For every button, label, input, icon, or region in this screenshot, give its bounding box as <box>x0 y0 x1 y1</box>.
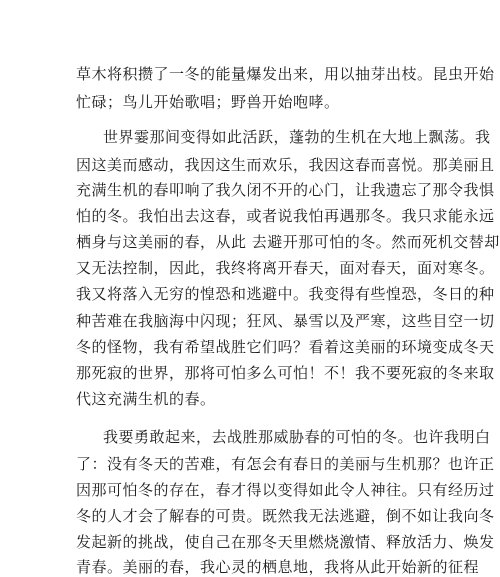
paragraph-2-line-1: 世界霎那间变得如此活跃，蓬勃的生机在大地上飘荡。我 <box>103 128 491 146</box>
paragraph-2-line-6: 又无法控制，因此，我终将离开春天，面对春天，面对寒冬。 <box>76 259 495 277</box>
paragraph-3-line-5: 发起新的挑战，使自己在那冬天里燃烧激情、释放活力、焕发 <box>76 533 495 551</box>
paragraph-2-line-10: 那死寂的世界，那将可怕多么可怕！不！我不要死寂的冬来取 <box>76 364 495 382</box>
paragraph-1-line-1: 草木将积攒了一冬的能量爆发出来，用以抽芽出枝。昆虫开始 <box>76 65 495 83</box>
paragraph-2-line-7: 我又将落入无穷的惶恐和逃避中。我变得有些惶恐，冬日的种 <box>76 285 495 303</box>
paragraph-2-line-3: 充满生机的春叩响了我久闭不开的心门，让我遗忘了那令我惧 <box>76 181 495 199</box>
paragraph-3-line-6: 青春。美丽的春，我心灵的栖息地，我将从此开始新的征程 <box>76 558 480 576</box>
paragraph-3-line-3: 因那可怕冬的存在，春才得以变得如此令人神往。只有经历过 <box>76 481 495 499</box>
paragraph-2-line-4: 怕的冬。我怕出去这春，或者说我怕再遇那冬。我只求能永远 <box>76 207 495 225</box>
paragraph-3-line-2: 了：没有冬天的苦难，有怎会有春日的美丽与生机那？也许正 <box>76 455 495 473</box>
paragraph-2-line-8: 种苦难在我脑海中闪现；狂风、暴雪以及严寒，这些目空一切 <box>76 312 495 330</box>
paragraph-2-line-5: 栖身与这美丽的春，从此 去避开那可怕的冬。然而死机交替却 <box>76 233 500 251</box>
paragraph-2-line-9: 冬的怪物，我有希望战胜它们吗？看着这美丽的环境变成冬天 <box>76 338 495 356</box>
paragraph-3-line-1: 我要勇敢起来，去战胜那威胁春的可怕的冬。也许我明白 <box>103 428 491 446</box>
paragraph-1-line-2: 忙碌；鸟儿开始歌唱；野兽开始咆哮。 <box>76 93 340 111</box>
paragraph-2-line-2: 因这美而感动，我因这生而欢乐，我因这春而喜悦。那美丽且 <box>76 156 495 174</box>
paragraph-2-line-11: 代这充满生机的春。 <box>76 390 216 408</box>
paragraph-3-line-4: 冬的人才会了解春的可贵。既然我无法逃避，倒不如让我向冬 <box>76 507 495 525</box>
